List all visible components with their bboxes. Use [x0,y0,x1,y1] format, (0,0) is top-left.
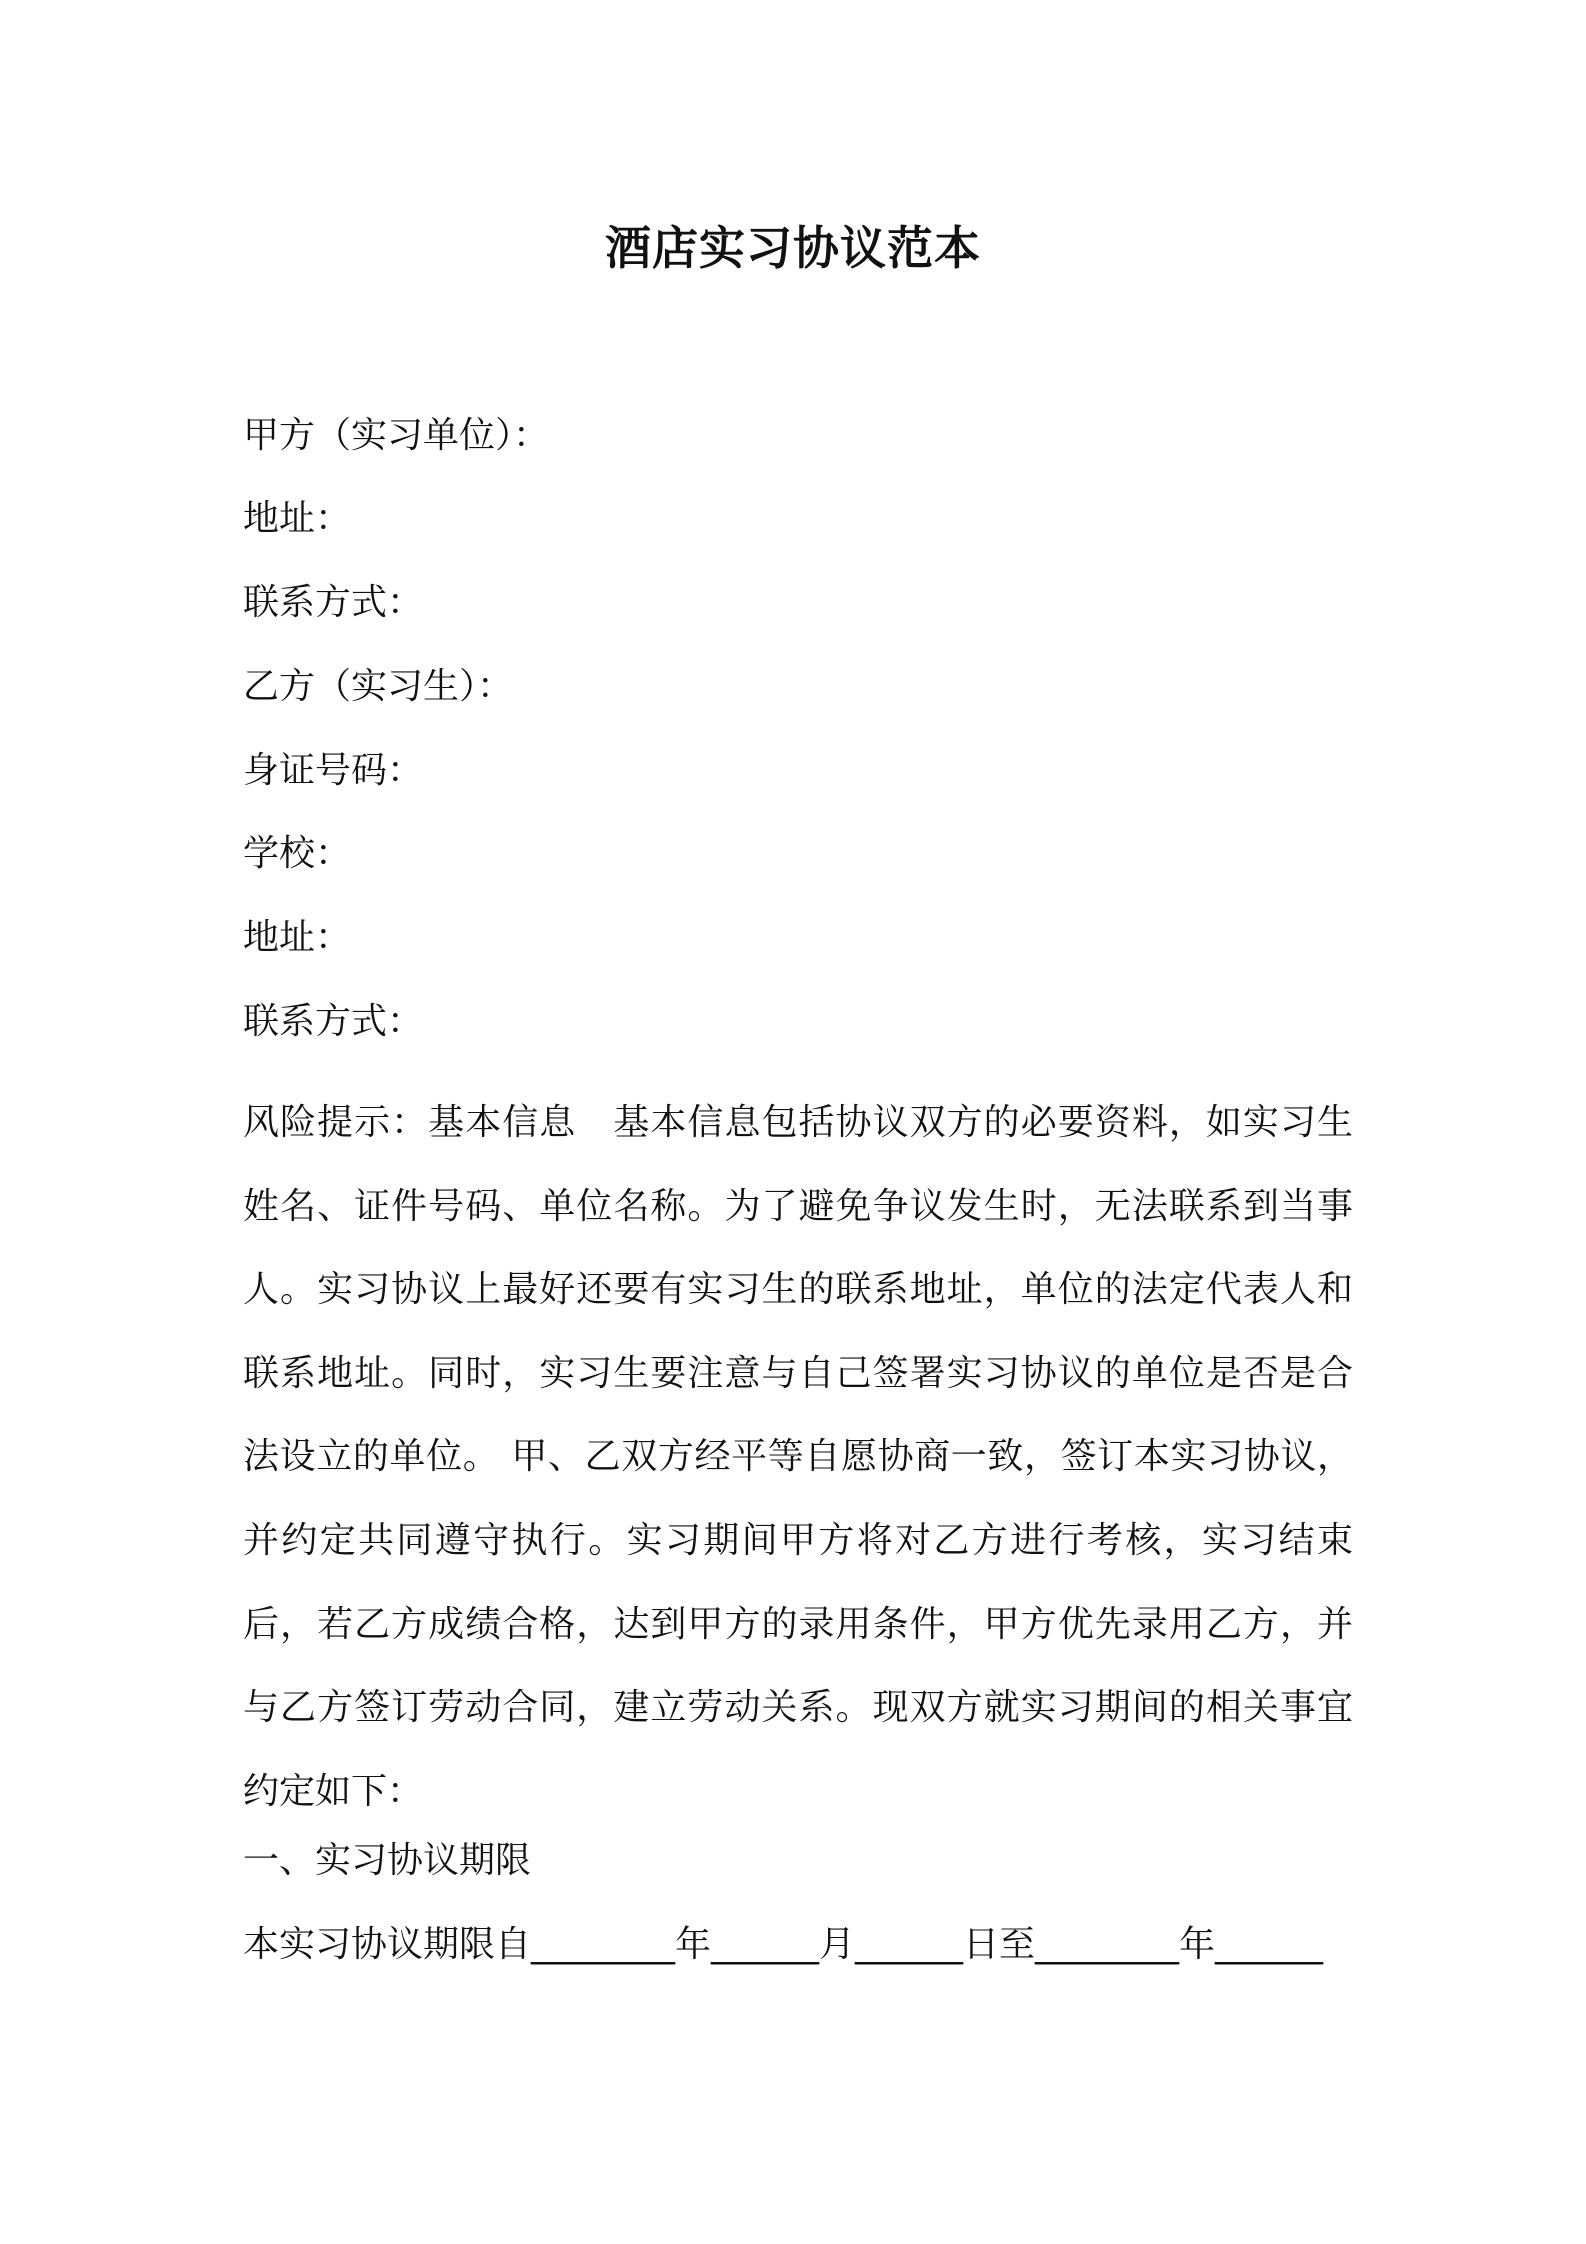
section-1-term-line: 本实习协议期限自________年______月______日至________年______ [243,1924,1324,1965]
document-title: 酒店实习协议范本 [605,221,981,275]
party-b-label: 乙方（实习生）： [243,666,514,707]
party-b-address: 地址： [243,917,352,958]
party-a-contact: 联系方式： [243,582,424,623]
party-a-label: 甲方（实习单位）： [243,415,550,456]
section-1-heading: 一、实习协议期限 [243,1840,532,1881]
party-a-address: 地址： [243,498,352,539]
party-b-school: 学校： [243,833,352,874]
party-b-id-number: 身证号码： [243,750,424,791]
risk-paragraph: 风险提示：基本信息 基本信息包括协议双方的必要资料，如实习生姓名、证件号码、单位名称。为了避免争议发生时，无法联系到当事人。实习协议上最好还要有实习生的联系地址，单位的法定代表人和联系地址。同时，实习生要注意与自己签署实习协议的单位是否是合法设立的单位。 甲、乙双方经平等自愿协商一致，签订本实习协议，并约定共同遵守执行。实习期间甲方将对乙方进行考核，实习结束后，若乙方成绩合格，达到甲方的录用条件，甲方优先录用乙方，并与乙方签订劳动合同，建立劳动关系。现双方就实习期间的相关事宜约定如下： [243,1102,1353,1812]
party-b-contact: 联系方式： [243,1001,424,1042]
